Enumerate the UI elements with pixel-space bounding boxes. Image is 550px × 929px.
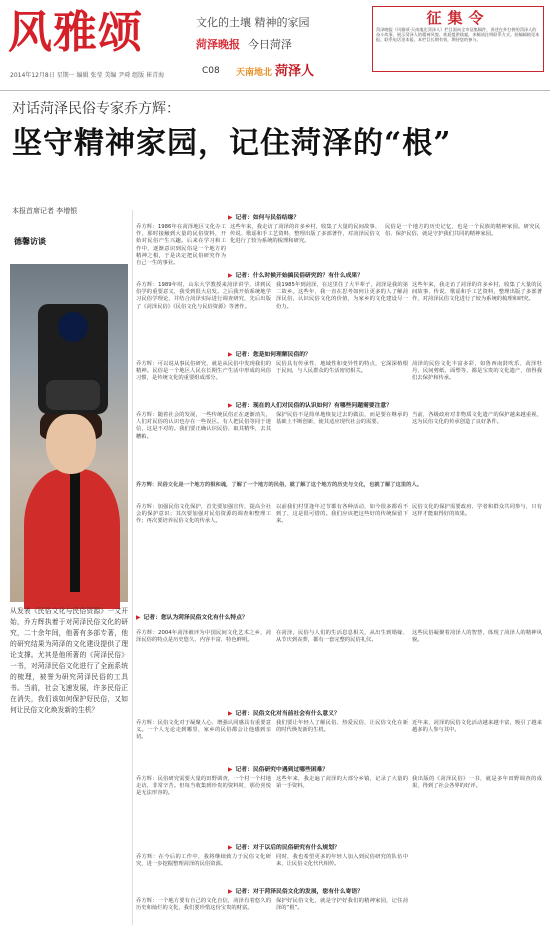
photo-camera-strap bbox=[70, 472, 80, 592]
pull-quote: 从发表《民俗文化与民俗资源》一文开始，乔方辉执着于对菏泽民俗文化的研究，二十余年间，他著有多部专著，他的研究结果为菏泽的文化建设提供了理论支撑。尤其是他所著的《菏泽民俗》一书，对菏泽民俗文化进行了全面系统的梳理，被誉为研究菏泽民俗的工具书。当前，社会飞速发展，许多民俗正在消失，我们该如何保护好民俗，又如何让民俗文化焕发新的生机？ bbox=[10, 607, 128, 714]
column-title-prefix: 天南地北 bbox=[236, 68, 273, 78]
answer-4-col-c: 当前，各级政府对非物质文化遗产的保护越来越重视，这为民俗文化的传承创造了良好条件。 bbox=[412, 412, 542, 426]
newspaper-brand bbox=[196, 36, 292, 52]
camera-lens-ring bbox=[46, 380, 100, 410]
portrait-photo bbox=[10, 264, 128, 602]
answer-7-col-b: 我们要让年轻人了解民俗、热爱民俗，让民俗文化在新的时代焕发新的生机。 bbox=[276, 720, 408, 734]
answer-5-col-a: 乔方辉：加强民俗文化保护，首先要加强宣传，提高全社会的保护意识；其次要加强对民俗资源的调查和整理工作；再次要培养民俗文化的传承人。 bbox=[136, 504, 271, 525]
headline-kicker: 对话菏泽民俗专家乔方辉： bbox=[12, 101, 180, 117]
question-3: ▶ 记者：您是如何理解民俗的？ bbox=[228, 352, 311, 358]
column-divider bbox=[132, 210, 133, 925]
answer-3-col-c: 菏泽的民俗文化丰富多彩，如鲁西南鼓吹乐、菏泽牡丹、民间剪纸、面塑等，都是宝贵的文化遗产，值得我们去保护和传承。 bbox=[412, 361, 542, 382]
question-10: ▶ 记者：对于菏泽民俗文化的发展，您有什么寄语？ bbox=[228, 889, 364, 895]
question-1: ▶ 记者：如何与民俗结缘？ bbox=[228, 215, 300, 221]
brand-sub: 今日菏泽 bbox=[247, 38, 292, 51]
page-number: C08 bbox=[202, 66, 220, 76]
answer-4-col-b: 保护民俗不是简单地恢复过去的做法，而是要在继承的基础上不断创新，使其适应现代社会的需要。 bbox=[276, 412, 408, 426]
answer-1-col-b: 这些年来，我走访了菏泽的许多乡村，收集了大量的民间故事、传说、歌谣和手工艺资料，整理出版了多部著作，对菏泽民俗文化进行了较为系统的梳理和研究。 bbox=[230, 224, 380, 245]
answer-10-col-b: 保护好民俗文化，就是守护好我们的精神家园，记住菏泽的“根”。 bbox=[276, 898, 408, 912]
question-2-text: 记者：什么时候开始搞民俗研究的？有什么成果？ bbox=[235, 273, 364, 279]
answer-9-col-a: 乔方辉：在今后的工作中，我将继续致力于民俗文化研究，进一步挖掘整理菏泽的民俗资源。 bbox=[136, 854, 271, 868]
answer-8-col-b: 这些年来，我走遍了菏泽的大部分乡镇，记录了大量的第一手资料。 bbox=[276, 776, 408, 790]
answer-2-col-c: 这些年来，我走访了菏泽的许多乡村，收集了大量的民间故事、传说、歌谣和手工艺资料，整理出版了多部著作，对菏泽民俗文化进行了较为系统的梳理和研究。 bbox=[412, 282, 542, 303]
question-6-text: 记者：您认为菏泽民俗文化有什么特点？ bbox=[143, 615, 248, 621]
answer-2-col-a: 乔方辉：1989年时，山东大学教授来菏泽讲学，讲到民俗学的重要意义，我受到很大启发。之后我开始系统地学习民俗学理论，并结合菏泽实际进行调查研究，先后出版了《菏泽民俗》《民俗文化与民俗资源》等著作。 bbox=[136, 282, 271, 310]
question-9: ▶ 记者：对于以后的民俗研究有什么规划？ bbox=[228, 845, 340, 851]
camera-lens-glass bbox=[58, 312, 88, 342]
answer-5-col-c: 民俗文化的保护需要政府、学者和群众共同参与，只有这样才能取得好的效果。 bbox=[412, 504, 542, 518]
answer-6-col-a: 乔方辉：2004年菏泽被评为中国民间文化艺术之乡，菏泽民俗的特点是历史悠久、内容丰富、特色鲜明。 bbox=[136, 630, 271, 644]
question-10-text: 记者：对于菏泽民俗文化的发展，您有什么寄语？ bbox=[235, 889, 364, 895]
answer-4-col-a: 乔方辉：随着社会的发展，一些传统民俗正在逐渐消失，人们对民俗的认识也存在一些误区。有人把民俗等同于迷信，这是不对的。我们要正确认识民俗，取其精华，去其糟粕。 bbox=[136, 412, 271, 440]
answer-2-col-b: 我1985年到菏泽，在这里住了大半辈子，菏泽是我的第二故乡。这些年，我一直在思考如何让更多的人了解菏泽民俗，认识民俗文化的价值，为家乡的文化建设尽一份力。 bbox=[276, 282, 408, 310]
answer-6-col-b: 在菏泽，民俗与人们的生活息息相关，从出生到婚嫁、从节庆到丧葬，都有一套完整的民俗礼仪。 bbox=[276, 630, 408, 644]
answer-3-col-a: 乔方辉：可以说从事民俗研究，就是从民俗中发现我们的精神。民俗是一个地区人民在长期生产生活中形成的风俗习惯，是传统文化的重要组成部分。 bbox=[136, 361, 271, 382]
answer-8-col-c: 我出版的《菏泽民俗》一书，就是多年田野调查的成果，得到了社会各界的好评。 bbox=[412, 776, 542, 790]
interview-tag: 德馨访谈 bbox=[14, 237, 46, 246]
question-7: ▶ 记者：民俗文化对当前社会有什么意义？ bbox=[228, 711, 340, 717]
question-4: ▶ 记者：现在的人们对民俗的认识如何？有哪些问题需要注意？ bbox=[228, 403, 392, 409]
question-9-text: 记者：对于以后的民俗研究有什么规划？ bbox=[235, 845, 340, 851]
question-2: ▶ 记者：什么时候开始搞民俗研究的？有什么成果？ bbox=[228, 273, 364, 279]
question-6: ▶ 记者：您认为菏泽民俗文化有什么特点？ bbox=[136, 615, 248, 621]
answer-1-col-c: 民俗是一个地方的历史记忆，也是一个民族的精神家园。研究民俗、保护民俗，就是守护我们共同的精神家园。 bbox=[385, 224, 540, 238]
answer-10-col-a: 乔方辉：一个地方要有自己的文化自信，菏泽有着悠久的历史和灿烂的文化，我们要珍惜这份宝贵的财富。 bbox=[136, 898, 271, 912]
byline: 本报首席记者 李增银 bbox=[12, 207, 78, 215]
brand-name: 菏泽晚报 bbox=[196, 38, 240, 51]
question-8-text: 记者：民俗研究中遇到过哪些困难？ bbox=[235, 767, 329, 773]
notice-body: 菏泽晚报《风雅颂·天南地北菏泽人》栏目面向全市征集稿件，讲述在外打拼的菏泽人的奋斗故事，展示菏泽人的精神风貌。欢迎提供线索，来稿请注明联系方式。投稿邮箱见本报，联系电话见本报。本栏目长期有效，期待您的参与。 bbox=[376, 27, 540, 43]
column-title bbox=[236, 60, 314, 79]
answer-9-col-b: 同时，我也希望更多的年轻人加入到民俗研究的队伍中来，让民俗文化代代相传。 bbox=[276, 854, 408, 868]
answer-5-col-b: 以前我们村里逢年过节都有各种活动，如今很多都看不到了，这是很可惜的。我们应该把这些好的传统保留下来。 bbox=[276, 504, 408, 525]
photo-camera bbox=[38, 304, 108, 414]
question-1-text: 记者：如何与民俗结缘？ bbox=[235, 215, 300, 221]
answer-7-col-a: 乔方辉：民俗文化对于凝聚人心、增强认同感具有重要意义。一个人无论走到哪里，家乡的民俗都会让他感到亲切。 bbox=[136, 720, 271, 741]
masthead-divider bbox=[0, 90, 550, 91]
call-for-submissions-box bbox=[372, 6, 544, 72]
question-7-text: 记者：民俗文化对当前社会有什么意义？ bbox=[235, 711, 340, 717]
section-tagline: 文化的土壤 精神的家园 bbox=[196, 16, 310, 29]
answer-3-col-b: 民俗具有传承性、地域性和变异性的特点，它深深植根于民间，与人民群众的生活密切相关。 bbox=[276, 361, 408, 375]
highlight-note: 乔方辉：民俗文化是一个地方的根和魂，了解了一个地方的民俗，就了解了这个地方的历史与文化，也就了解了这里的人。 bbox=[136, 482, 423, 488]
date-line: 2014年12月8日 星期一 编辑 张莹 美编 尹舜 组版 崔青海 bbox=[10, 72, 165, 79]
answer-7-col-c: 近年来，菏泽的民俗文化活动越来越丰富，吸引了越来越多的人参与其中。 bbox=[412, 720, 542, 734]
question-4-text: 记者：现在的人们对民俗的认识如何？有哪些问题需要注意？ bbox=[235, 403, 392, 409]
section-logo: 风雅颂 bbox=[8, 7, 143, 58]
answer-1-col-a: 乔方辉：1986年在菏泽地区文化办工作，那时接触到大量的民俗资料，开始对民俗产生兴趣。后来在学习和工作中，逐渐意识到民俗是一个地方的精神之根，于是决定把民俗研究作为自己一生的事业。 bbox=[136, 224, 226, 267]
column-title-main: 菏泽人 bbox=[275, 64, 315, 79]
notice-title: 征集令 bbox=[373, 7, 543, 25]
answer-6-col-c: 这些民俗凝聚着菏泽人的智慧，体现了菏泽人的精神风貌。 bbox=[412, 630, 542, 644]
headline: 坚守精神家园，记住菏泽的“根” bbox=[12, 126, 452, 161]
question-8: ▶ 记者：民俗研究中遇到过哪些困难？ bbox=[228, 767, 329, 773]
photo-face bbox=[46, 414, 96, 474]
masthead bbox=[0, 0, 550, 92]
answer-8-col-a: 乔方辉：民俗研究需要大量的田野调查，一个村一个村地走访，非常辛苦。但每当收集到珍贵的资料时，那份喜悦是无法形容的。 bbox=[136, 776, 271, 797]
question-3-text: 记者：您是如何理解民俗的？ bbox=[235, 352, 311, 358]
